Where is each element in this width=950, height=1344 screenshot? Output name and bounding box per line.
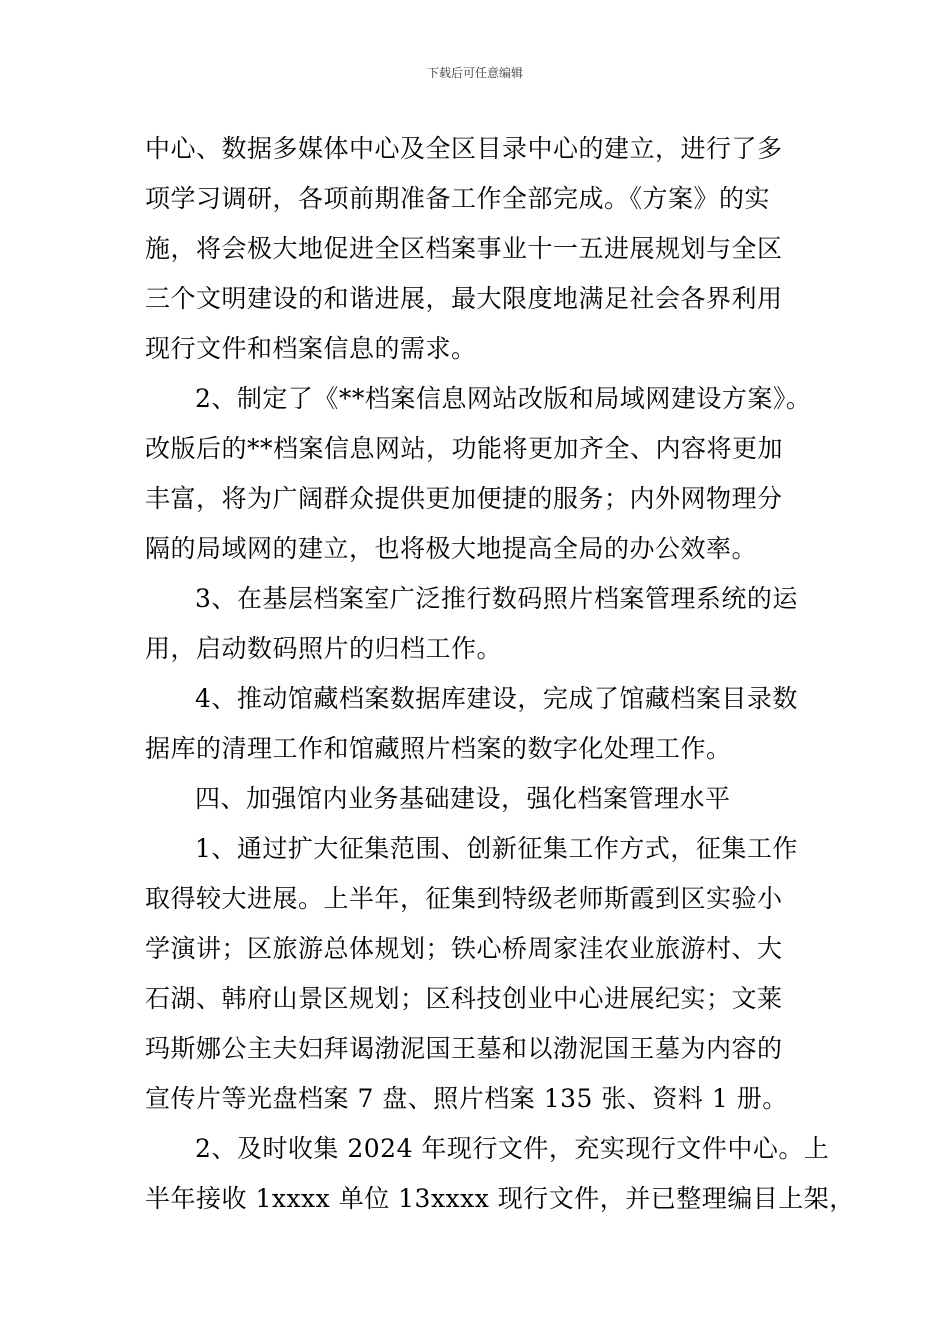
body-text-line: 用，启动数码照片的归档工作。 <box>145 634 503 663</box>
body-text-line: 改版后的**档案信息网站，功能将更加齐全、内容将更加 <box>145 434 784 463</box>
body-text-line: 半年接收 1xxxx 单位 13xxxx 现行文件，并已整理编目上架， <box>145 1184 855 1213</box>
body-text-line: 项学习调研，各项前期准备工作全部完成。《方案》的实 <box>145 184 771 213</box>
paragraph-3-line: 3、在基层档案室广泛推行数码照片档案管理系统的运 <box>195 584 798 613</box>
body-text-line: 石湖、韩府山景区规划；区科技创业中心进展纪实；文莱 <box>145 984 783 1013</box>
paragraph-2-line: 2、制定了《**档案信息网站改版和局域网建设方案》。 <box>195 384 812 413</box>
body-text-line: 隔的局域网的建立，也将极大地提高全局的办公效率。 <box>145 534 758 563</box>
body-text-line: 据库的清理工作和馆藏照片档案的数字化处理工作。 <box>145 734 732 763</box>
paragraph-2b-line: 2、及时收集 2024 年现行文件，充实现行文件中心。上 <box>195 1134 830 1163</box>
body-text-line: 丰富，将为广阔群众提供更加便捷的服务；内外网物理分 <box>145 484 783 513</box>
body-text-line: 三个文明建设的和谐进展，最大限度地满足社会各界利用 <box>145 284 783 313</box>
section-heading: 四、加强馆内业务基础建设，强化档案管理水平 <box>195 784 731 813</box>
body-text-line: 中心、数据多媒体中心及全区目录中心的建立，进行了多 <box>145 134 783 163</box>
paragraph-4-line: 4、推动馆藏档案数据库建设，完成了馆藏档案目录数 <box>195 684 798 713</box>
body-text-line: 学演讲；区旅游总体规划；铁心桥周家洼农业旅游村、大 <box>145 934 783 963</box>
body-text-line: 玛斯娜公主夫妇拜谒渤泥国王墓和以渤泥国王墓为内容的 <box>145 1034 783 1063</box>
paragraph-1-line: 1、通过扩大征集范围、创新征集工作方式，征集工作 <box>195 834 798 863</box>
body-text-line: 施，将会极大地促进全区档案事业十一五进展规划与全区 <box>145 234 783 263</box>
body-text-line: 宣传片等光盘档案 7 盘、照片档案 135 张、资料 1 册。 <box>145 1084 788 1113</box>
body-text-line: 取得较大进展。上半年，征集到特级老师斯霞到区实验小 <box>145 884 783 913</box>
page-header-note: 下载后可任意编辑 <box>426 66 523 80</box>
body-text-line: 现行文件和档案信息的需求。 <box>145 334 477 363</box>
